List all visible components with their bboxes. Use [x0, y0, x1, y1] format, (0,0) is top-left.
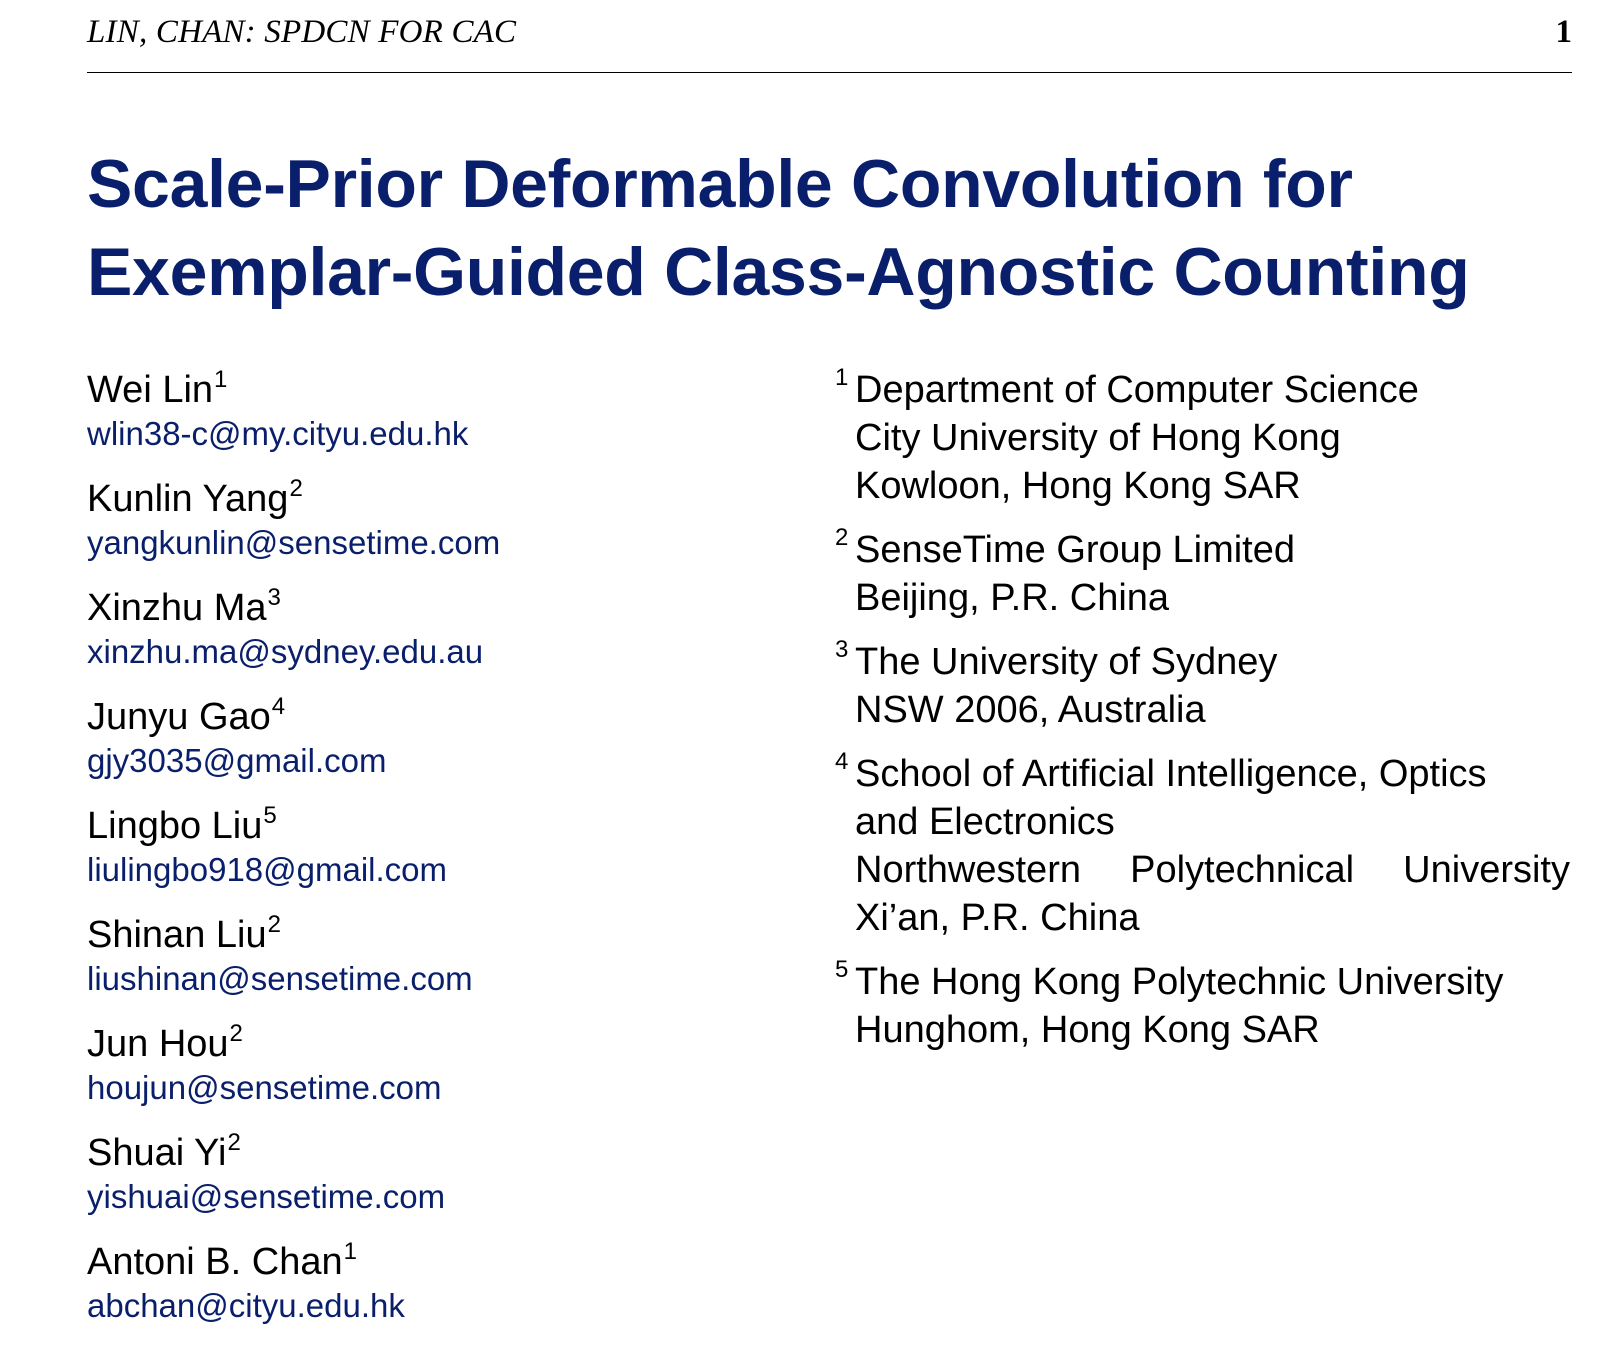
affiliation-entry	[835, 364, 1595, 510]
author-email-link[interactable]: gjy3035@gmail.com	[87, 742, 387, 779]
affiliation-marker: 2	[229, 1020, 243, 1047]
author-email-link[interactable]: abchan@cityu.edu.hk	[87, 1287, 405, 1324]
affiliation-line: Beijing, P.R. China	[855, 577, 1170, 619]
author-email-link[interactable]: houjun@sensetime.com	[87, 1069, 442, 1106]
affiliation-number: 4	[835, 748, 849, 775]
affiliation-line: School of Artificial Intelligence, Optics	[855, 753, 1487, 795]
header-rule	[87, 72, 1572, 73]
affiliation-line: SenseTime Group Limited	[855, 529, 1296, 571]
affiliation-marker: 2	[267, 911, 281, 938]
paper-title-line-1: Scale-Prior Deformable Convolution for	[87, 146, 1353, 222]
author-name-text: Lingbo Liu	[87, 805, 263, 847]
affiliation-word: University	[1403, 849, 1570, 891]
affiliation-line: Kowloon, Hong Kong SAR	[855, 465, 1301, 507]
author-name-text: Kunlin Yang	[87, 478, 289, 520]
affiliation-marker: 2	[227, 1129, 241, 1156]
affiliation-line: Department of Computer Science	[855, 369, 1419, 411]
author-email-link[interactable]: wlin38-c@my.cityu.edu.hk	[87, 415, 469, 452]
author-name	[87, 913, 807, 957]
author-entry	[87, 913, 807, 1022]
affiliation-word: Polytechnical	[1130, 849, 1355, 891]
author-name-text: Antoni B. Chan	[87, 1241, 343, 1283]
affiliation-number: 5	[835, 956, 849, 983]
affiliation-entry	[835, 956, 1595, 1054]
author-name	[87, 1022, 807, 1066]
affiliation-line-justified	[855, 846, 1570, 894]
paper-title-line-2: Exemplar-Guided Class-Agnostic Counting	[87, 234, 1470, 310]
author-name-text: Shuai Yi	[87, 1132, 227, 1174]
affiliation-number: 3	[835, 636, 849, 663]
affiliation-entry	[835, 748, 1595, 942]
author-email-link[interactable]: liulingbo918@gmail.com	[87, 851, 448, 888]
affiliation-line: and Electronics	[855, 801, 1115, 843]
author-entry	[87, 804, 807, 913]
author-name-text: Junyu Gao	[87, 696, 271, 738]
author-email-link[interactable]: liushinan@sensetime.com	[87, 960, 473, 997]
author-entry	[87, 586, 807, 695]
running-head	[87, 14, 1572, 60]
affiliation-line: NSW 2006, Australia	[855, 689, 1206, 731]
author-entry	[87, 695, 807, 804]
affiliation-entry	[835, 636, 1595, 734]
author-name	[87, 586, 807, 630]
affiliation-marker: 1	[214, 366, 228, 393]
paper-title	[87, 140, 1567, 316]
running-head-title: LIN, CHAN: SPDCN FOR CAC	[87, 14, 517, 50]
author-name	[87, 804, 807, 848]
author-entry	[87, 368, 807, 477]
affiliation-marker: 1	[343, 1238, 357, 1265]
affiliation-marker: 4	[271, 693, 286, 720]
affiliation-number: 2	[835, 524, 849, 551]
author-entry	[87, 1022, 807, 1131]
author-name-text: Wei Lin	[87, 369, 214, 411]
affiliation-line: Xi’an, P.R. China	[855, 897, 1140, 939]
affiliation-line: The Hong Kong Polytechnic University	[855, 961, 1504, 1003]
affiliation-list	[835, 364, 1595, 1070]
author-list	[87, 368, 807, 1349]
affiliation-line: City University of Hong Kong	[855, 417, 1341, 459]
affiliation-marker: 2	[289, 475, 303, 502]
author-email-link[interactable]: xinzhu.ma@sydney.edu.au	[87, 633, 484, 670]
author-name-text: Shinan Liu	[87, 914, 267, 956]
affiliation-marker: 3	[267, 584, 281, 611]
affiliation-word: Northwestern	[855, 849, 1081, 891]
page-number: 1	[1555, 14, 1572, 50]
author-email-link[interactable]: yangkunlin@sensetime.com	[87, 524, 501, 561]
author-name	[87, 695, 807, 739]
author-entry	[87, 1240, 807, 1349]
author-email-link[interactable]: yishuai@sensetime.com	[87, 1178, 446, 1215]
author-name	[87, 1131, 807, 1175]
author-name	[87, 1240, 807, 1284]
affiliation-line: The University of Sydney	[855, 641, 1278, 683]
author-name-text: Jun Hou	[87, 1023, 229, 1065]
author-entry	[87, 1131, 807, 1240]
affiliation-line: Hunghom, Hong Kong SAR	[855, 1009, 1320, 1051]
author-entry	[87, 477, 807, 586]
affiliation-number: 1	[835, 364, 849, 391]
author-name	[87, 368, 807, 412]
affiliation-entry	[835, 524, 1595, 622]
affiliation-marker: 5	[263, 802, 277, 829]
author-name	[87, 477, 807, 521]
author-name-text: Xinzhu Ma	[87, 587, 267, 629]
